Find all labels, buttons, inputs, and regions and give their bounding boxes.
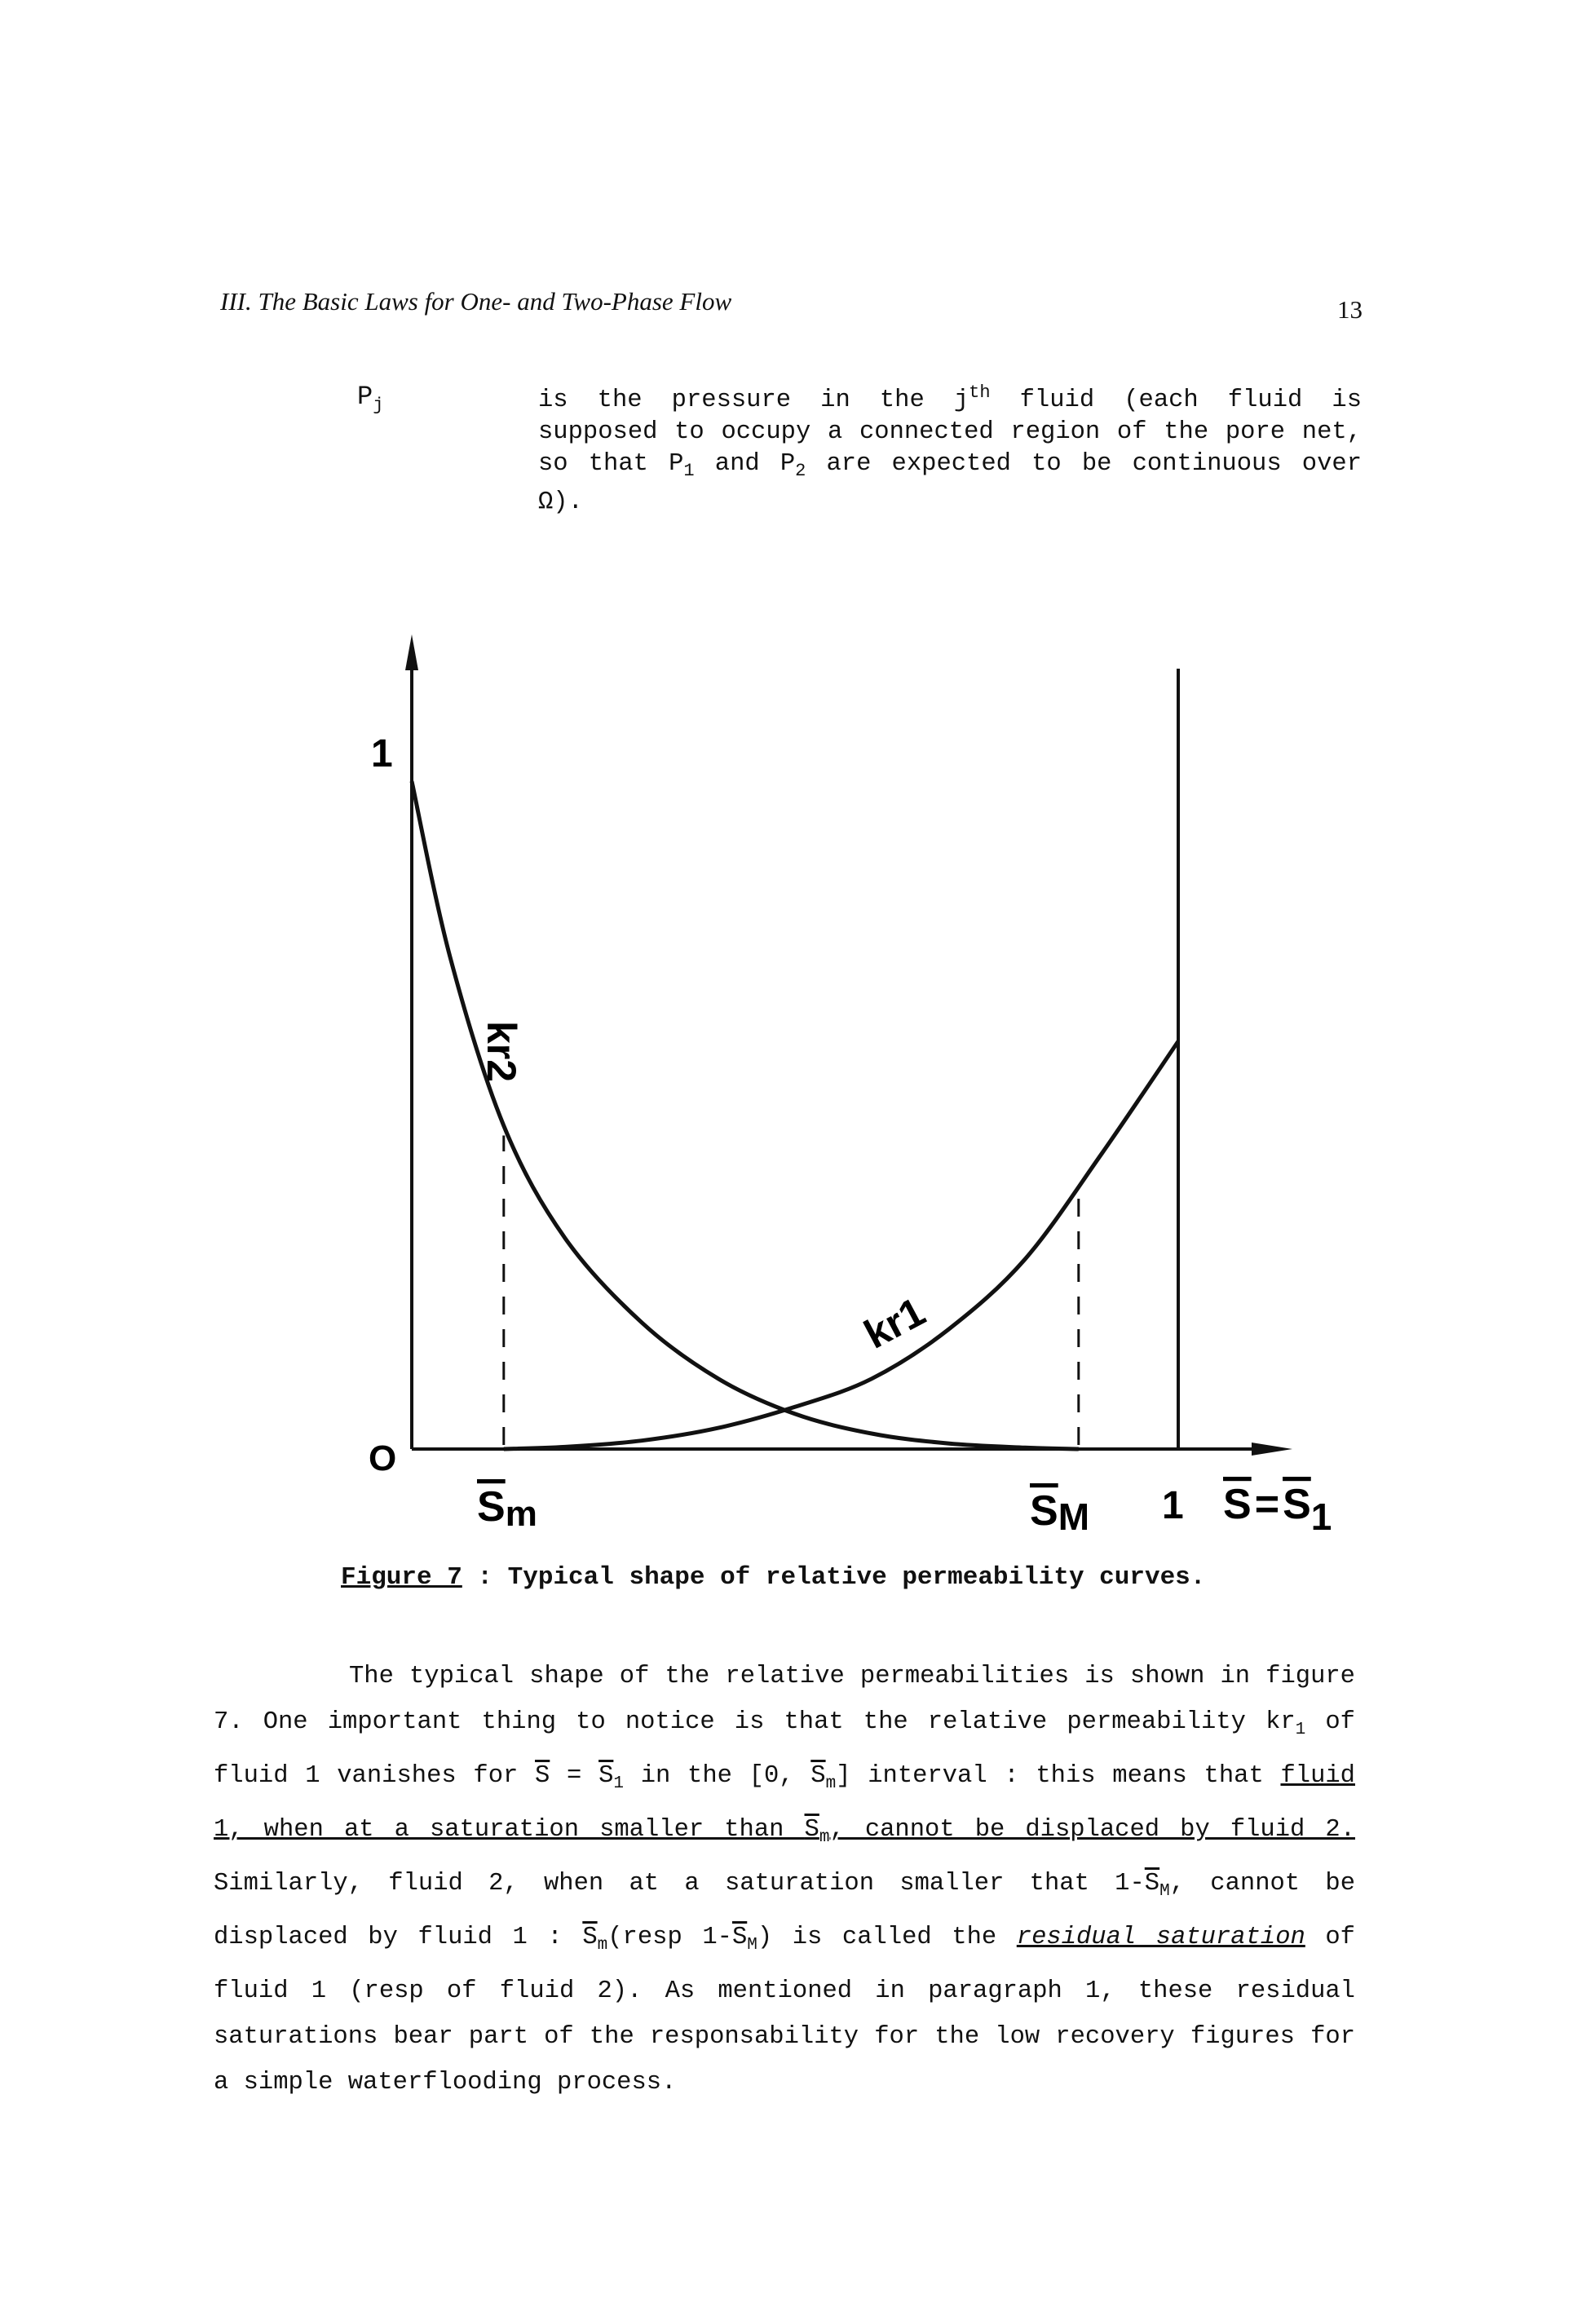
- xlabel-sub: 1: [1310, 1496, 1332, 1538]
- sm-subscript: m: [505, 1494, 537, 1534]
- body-u1-sub: m: [819, 1828, 830, 1848]
- kr2-curve-label: kr2: [479, 1021, 524, 1083]
- body-p7-sub: M: [747, 1936, 757, 1955]
- x-axis-arrowhead: [1252, 1443, 1292, 1456]
- def-part-4: are expected to be continuous over Ω).: [538, 450, 1363, 517]
- body-p7-s: $\overline{S}$: [731, 1924, 748, 1952]
- def-part-1: is the pressure in the j: [538, 387, 969, 415]
- kr2-curve: [412, 781, 1079, 1449]
- figure-caption: [341, 1563, 1205, 1592]
- body-u1-s: S: [804, 1816, 819, 1845]
- sM-subscript: M: [1058, 1496, 1090, 1538]
- body-part-1: The typical shape of the relative permeabilities is shown in figure 7. One important thing to notice is that the relative permeability kr: [214, 1663, 1355, 1736]
- body-sm-bar: $\overline{S}$: [810, 1762, 826, 1791]
- body-p6-s: $\overline{S}$: [582, 1924, 598, 1952]
- body-s1-bar: $\overline{S}$: [598, 1762, 614, 1791]
- body-residual-saturation: residual saturation: [1016, 1924, 1305, 1952]
- body-part-8: ) is called the: [757, 1924, 1017, 1952]
- body-sm-sub: m: [825, 1774, 837, 1794]
- symbol-subscript: j: [373, 395, 384, 416]
- body-p5-s: $\overline{S}$: [1144, 1870, 1160, 1898]
- caption-text: : Typical shape of relative permeability curves.: [462, 1563, 1206, 1592]
- body-u1-text: fluid 1, when at a saturation smaller than: [214, 1762, 1355, 1845]
- body-paragraph: [214, 1654, 1355, 2105]
- xlabel-s: S: [1223, 1481, 1252, 1528]
- body-u1-end: , cannot be displaced by fluid 2.: [829, 1816, 1356, 1845]
- def-sub-1: 1: [683, 461, 695, 482]
- caption-label: Figure 7: [341, 1563, 462, 1592]
- running-head: III. The Basic Laws for One- and Two-Phase Flow: [220, 287, 732, 316]
- def-part-2: fluid (each fluid is supposed to occupy a connected region of the pore net, so that P: [538, 387, 1362, 479]
- xlabel-s1: S: [1283, 1481, 1311, 1528]
- kr1-curve-label: kr1: [856, 1288, 933, 1358]
- body-s-bar: $\overline{S}$: [535, 1762, 550, 1791]
- page-number: 13: [1337, 295, 1363, 324]
- body-part-2: of fluid 1 vanishes for: [214, 1708, 1355, 1791]
- body-s1-sub: 1: [613, 1774, 624, 1794]
- sm-letter: S: [477, 1483, 506, 1531]
- body-part-7: (resp 1-: [607, 1924, 732, 1952]
- y-tick-label-1: 1: [371, 732, 393, 775]
- x-axis-label: [1223, 1481, 1332, 1538]
- def-sup: th: [969, 382, 991, 403]
- sM-letter: S: [1030, 1487, 1058, 1535]
- y-axis-arrowhead: [405, 634, 418, 670]
- body-part-5: Similarly, fluid 2, when at a saturation smaller that 1-: [214, 1870, 1145, 1898]
- body-eq: =: [550, 1762, 599, 1791]
- body-p5-sub: M: [1159, 1882, 1170, 1902]
- x-tick-label-sM: [1030, 1487, 1089, 1538]
- def-part-3: and P: [694, 450, 796, 479]
- xlabel-eq: =: [1254, 1481, 1280, 1528]
- body-part-4: ] interval : this means that: [836, 1762, 1281, 1791]
- symbol-letter: P: [357, 382, 373, 412]
- kr1-curve: [504, 1041, 1178, 1449]
- body-part-9: of fluid 1 (resp of fluid 2). As mentioned in paragraph 1, these residual saturations bear part of the responsability for the low recovery figures for a simple waterflooding process.: [214, 1924, 1355, 2097]
- body-sub-kr1: 1: [1295, 1721, 1306, 1740]
- body-p6-sub: m: [597, 1936, 608, 1955]
- body-part-3: in the [0,: [623, 1762, 811, 1791]
- origin-label: O: [369, 1438, 397, 1478]
- x-tick-label-sm: [477, 1483, 537, 1534]
- x-tick-label-one: 1: [1162, 1484, 1184, 1527]
- def-sub-2: 2: [795, 461, 806, 482]
- body-part-6: , cannot be displaced by fluid 1 :: [214, 1870, 1355, 1952]
